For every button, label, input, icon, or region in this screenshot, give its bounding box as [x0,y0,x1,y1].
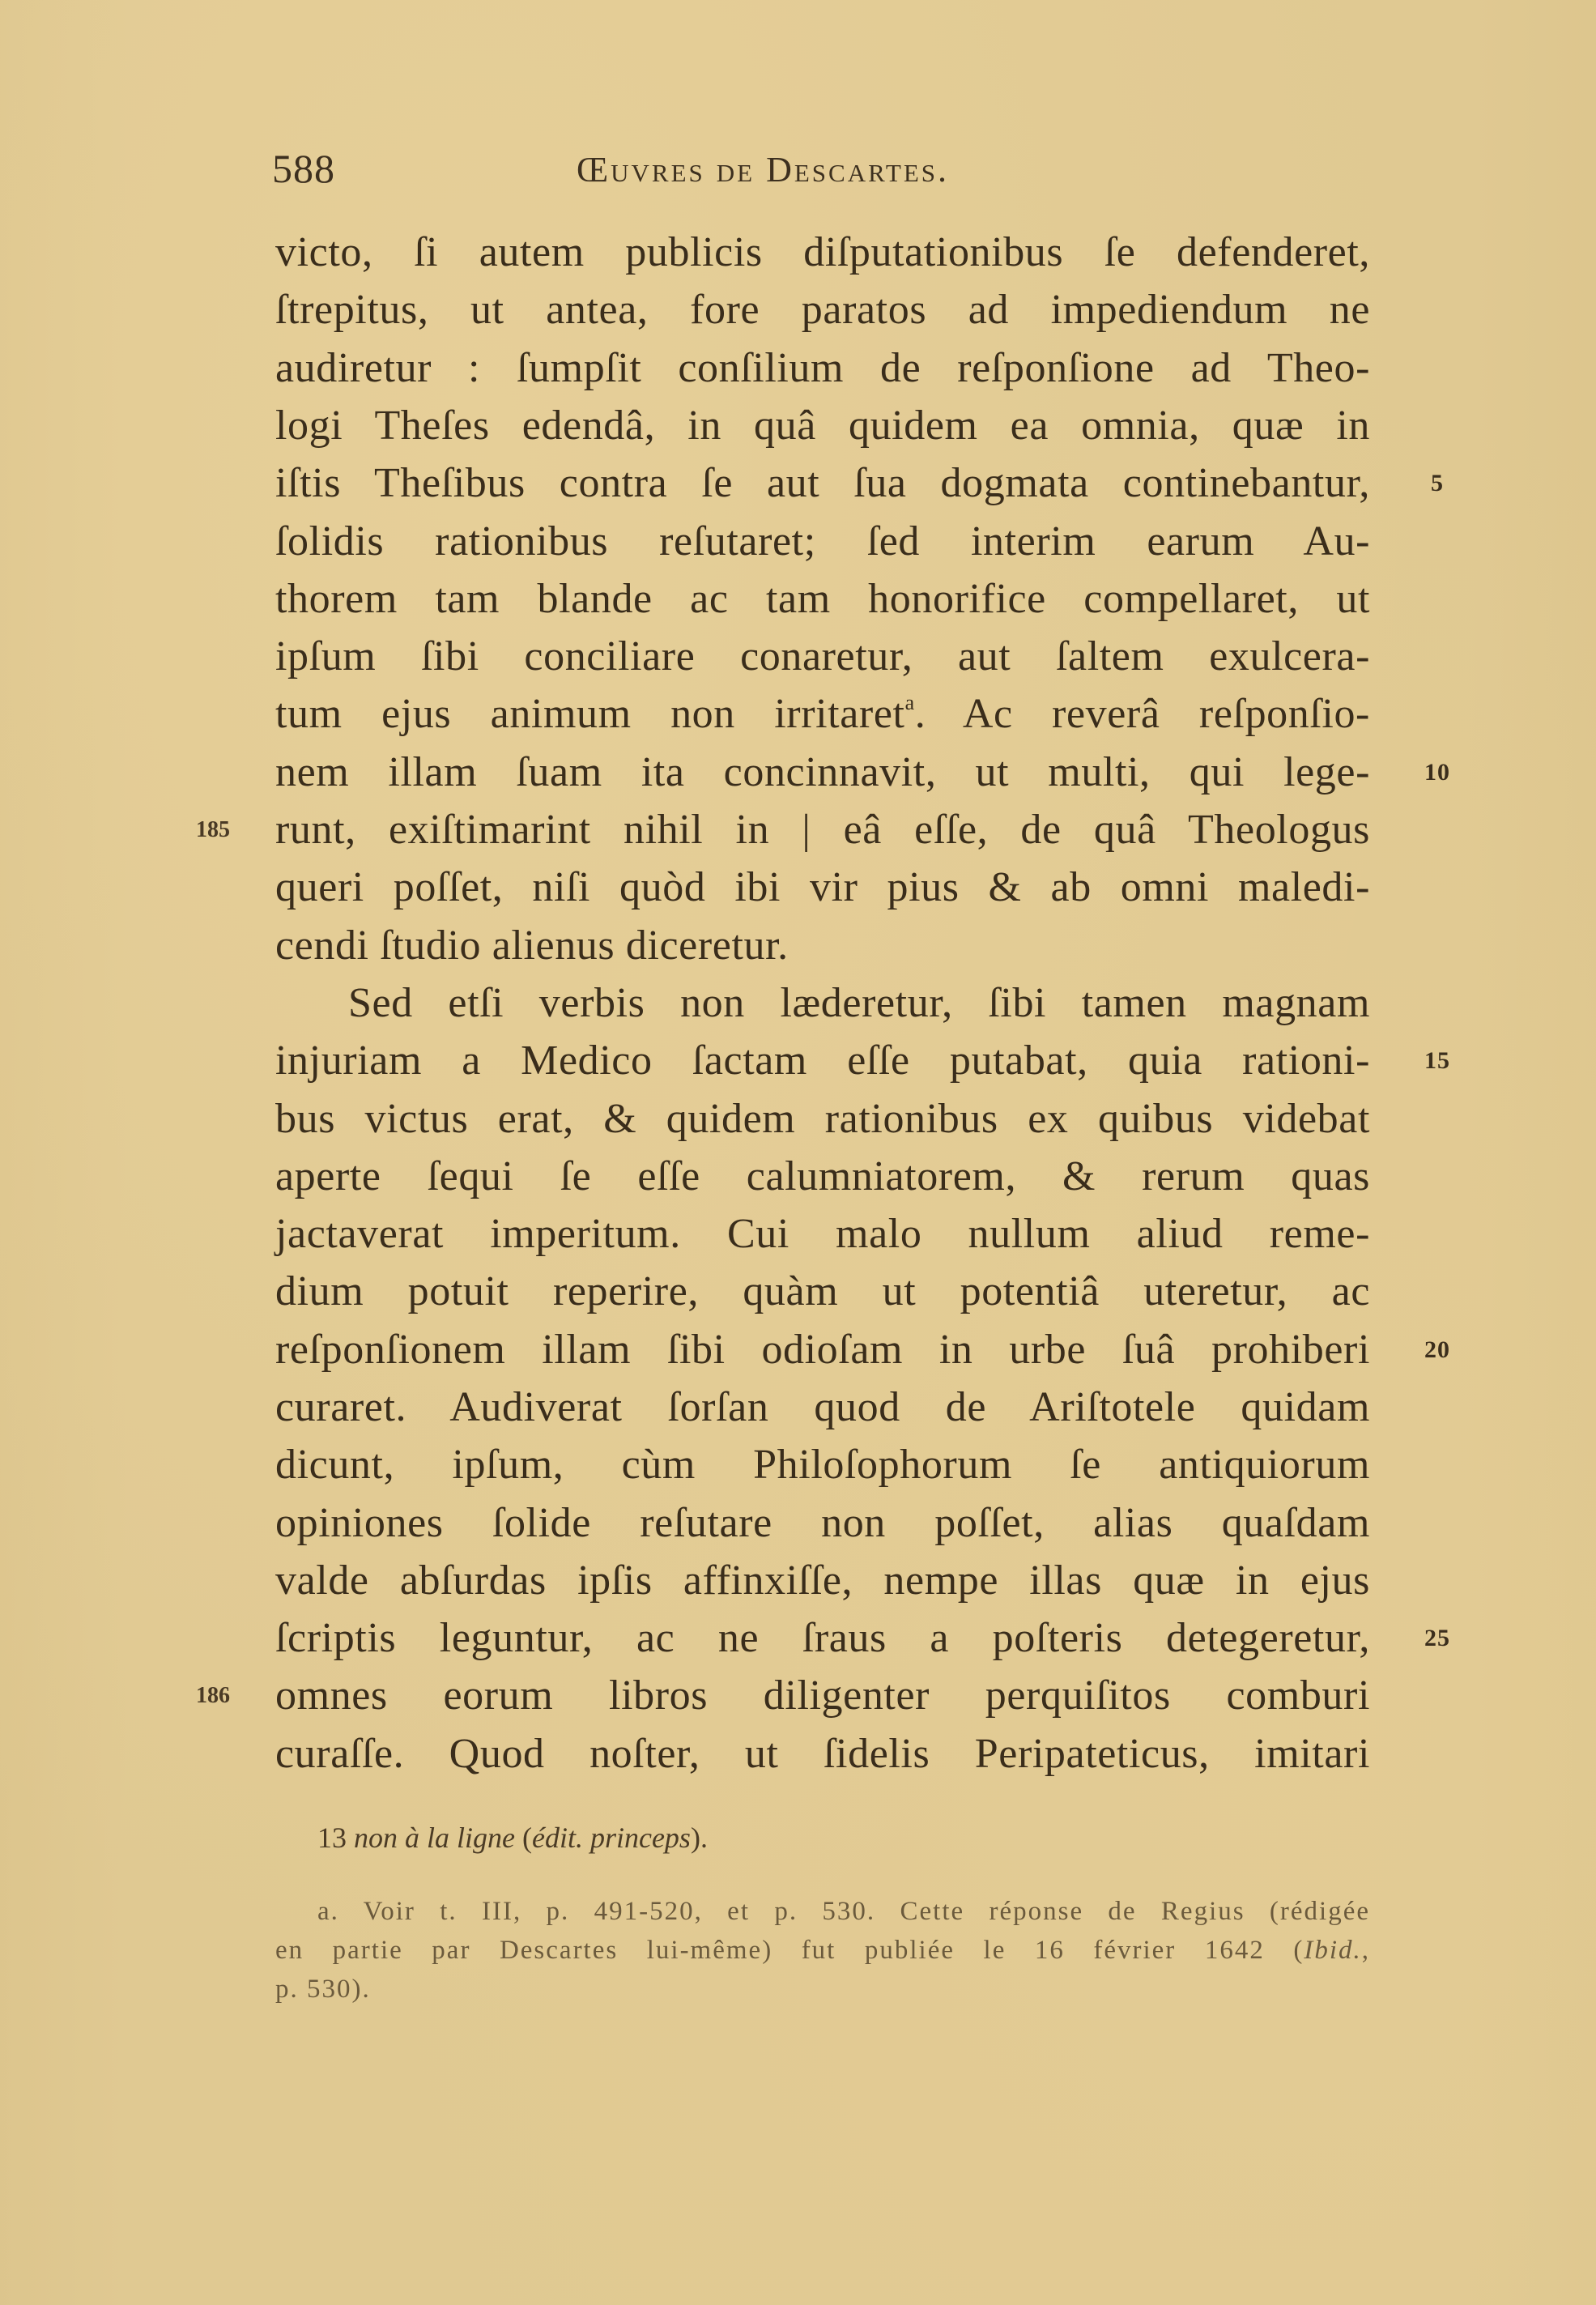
body-line: opiniones ſolide reſutare non poſſet, alias quaſdam [275,1500,1370,1546]
folio-marker: 186 [196,1683,230,1708]
body-line: iſtis Theſibus contra ſe aut ſua dogmata continebantur, [275,460,1370,506]
footnote-line [275,1892,1370,1931]
body-line: logi Theſes edendâ, in quâ quidem ea omnia, quæ in [275,403,1370,449]
variant-line-ref: 13 [317,1821,347,1854]
body-line: ſolidis rationibus reſutaret; ſed interim earum Au- [275,518,1370,565]
body-line: curaſſe. Quod noſter, ut ſidelis Peripateticus, imitari [275,1731,1370,1777]
footnote-line: p. 530). [275,1975,371,2004]
footnote-reference[interactable]: a [904,691,915,714]
variant-text: non à la ligne [354,1821,515,1854]
footnote-text: Voir t. III, p. 491-520, et p. 530. Cette réponse de Regius (rédigée [363,1897,1370,1926]
line-number: 25 [1424,1625,1450,1651]
body-line: curaret. Audiverat ſorſan quod de Ariſtotele quidam [275,1384,1370,1430]
body-line: queri poſſet, niſi quòd ibi vir pius & ab omni maledi- [275,864,1370,910]
variant-paren-open: ( [514,1821,532,1854]
body-line: runt, exiſtimarint nihil in | eâ eſſe, de quâ Theologus [275,807,1370,853]
line-number: 5 [1431,470,1444,496]
body-line: cendi ſtudio alienus diceretur. [275,922,789,969]
line-number: 15 [1424,1047,1450,1074]
line-number: 20 [1424,1336,1450,1363]
body-line: ſtrepitus, ut antea, fore paratos ad impediendum ne [275,287,1370,333]
line-number: 10 [1424,759,1450,786]
body-line: jactaverat imperitum. Cui malo nullum aliud reme- [275,1211,1370,1257]
footnote-ibid: Ibid. [1304,1936,1362,1965]
body-line: victo, ſi autem publicis diſputationibus ſe defenderet, [275,229,1370,275]
body-line: ſcriptis leguntur, ac ne ſraus a poſteris detegeretur, [275,1615,1370,1661]
body-line-text: tum ejus animum non irritaret [275,691,905,737]
folio-marker: 185 [196,817,230,842]
footnote-text: , [1361,1936,1370,1965]
body-line: reſponſionem illam ſibi odioſam in urbe ſuâ prohiberi [275,1327,1370,1373]
variant-note [317,1819,708,1856]
variant-source: édit. princeps [531,1821,691,1854]
body-line: dicunt, ipſum, cùm Philoſophorum ſe antiquiorum [275,1442,1370,1488]
page-number: 588 [272,146,335,191]
body-line-paragraph-start: Sed etſi verbis non læderetur, ſibi tamen magnam [348,980,1370,1026]
body-line: thorem tam blande ac tam honorifice compellaret, ut [275,576,1370,622]
body-line: audiretur : ſumpſit conſilium de reſponſione ad Theo- [275,345,1370,391]
footnote [275,1892,1370,2009]
running-title: Œuvres de Descartes. [577,150,950,190]
body-line: bus victus erat, & quidem rationibus ex quibus videbat [275,1096,1370,1142]
body-line: nem illam ſuam ita concinnavit, ut multi, qui lege- [275,749,1370,795]
variant-paren-close: ). [690,1821,708,1854]
body-line: injuriam a Medico ſactam eſſe putabat, quia rationi- [275,1037,1370,1084]
footnote-text: en partie par Descartes lui-même) fut publiée le 16 février 1642 ( [275,1936,1304,1965]
body-line: dium potuit reperire, quàm ut potentiâ uteretur, ac [275,1268,1370,1314]
body-line: ipſum ſibi conciliare conaretur, aut ſaltem exulcera- [275,633,1370,680]
body-line [275,685,1370,743]
body-line: aperte ſequi ſe eſſe calumniatorem, & rerum quas [275,1153,1370,1199]
footnote-marker: a. [317,1897,339,1926]
body-line-text: . Ac reverâ reſponſio- [914,691,1370,737]
body-line: omnes eorum libros diligenter perquiſitos comburi [275,1672,1370,1719]
footnote-line [275,1931,1370,1970]
body-line: valde abſurdas ipſis affinxiſſe, nempe illas quæ in ejus [275,1557,1370,1604]
